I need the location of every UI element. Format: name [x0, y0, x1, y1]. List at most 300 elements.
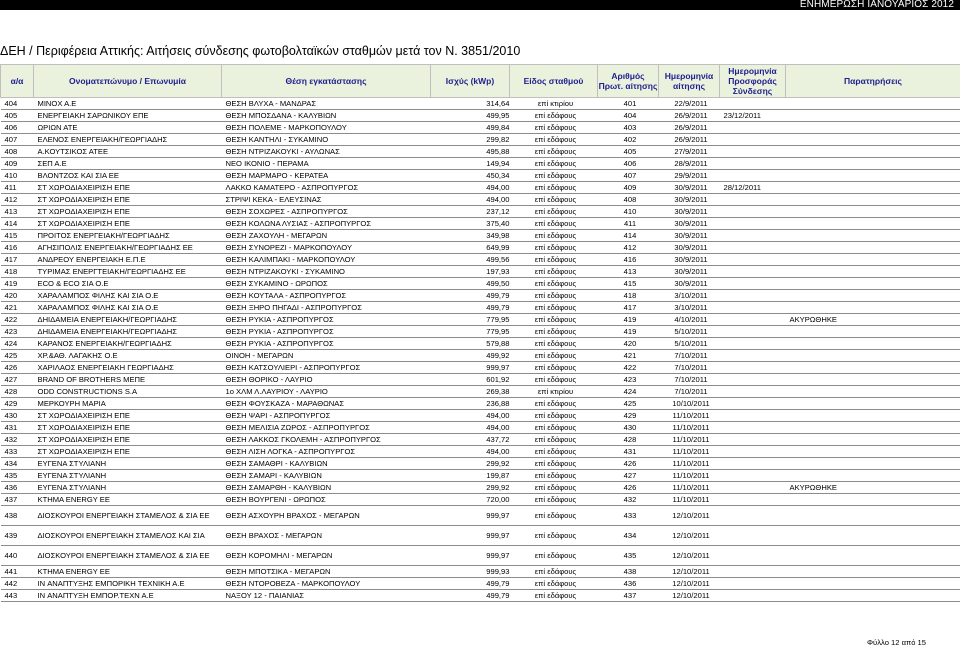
- cell-num: 416: [598, 254, 659, 266]
- cell-type: επί εδάφους: [510, 290, 598, 302]
- cell-aa: 437: [1, 494, 34, 506]
- cell-date: 30/9/2011: [659, 206, 720, 218]
- cell-note: [786, 110, 960, 122]
- cell-note: [786, 446, 960, 458]
- cell-date: 7/10/2011: [659, 374, 720, 386]
- cell-conn: [720, 326, 786, 338]
- cell-conn: [720, 314, 786, 326]
- cell-location: ΘΕΣΗ ΒΡΑΧΟΣ - ΜΕΓΑΡΩΝ: [222, 526, 431, 546]
- cell-aa: 411: [1, 182, 34, 194]
- cell-conn: [720, 290, 786, 302]
- cell-note: [786, 302, 960, 314]
- cell-num: 432: [598, 494, 659, 506]
- cell-aa: 414: [1, 218, 34, 230]
- cell-kw: 601,92: [431, 374, 510, 386]
- cell-note: [786, 122, 960, 134]
- cell-conn: [720, 506, 786, 526]
- cell-note: [786, 206, 960, 218]
- cell-aa: 405: [1, 110, 34, 122]
- cell-name: ΧΑΡΑΛΑΜΠΟΣ ΦΙΛΗΣ ΚΑΙ ΣΙΑ Ο.Ε: [34, 302, 222, 314]
- cell-type: επί εδάφους: [510, 578, 598, 590]
- page-title: ΔΕΗ / Περιφέρεια Αττικής: Αιτήσεις σύνδεσης φωτοβολταϊκών σταθμών μετά τον Ν. 3851/2010: [0, 44, 521, 58]
- cell-type: επί εδάφους: [510, 526, 598, 546]
- cell-name: ΠΡΟΙΤΟΣ ΕΝΕΡΓΕΙΑΚΗ/ΓΕΩΡΓΙΑΔΗΣ: [34, 230, 222, 242]
- table-row: [1, 182, 960, 194]
- cell-kw: 236,88: [431, 398, 510, 410]
- cell-aa: 421: [1, 302, 34, 314]
- cell-note: [786, 326, 960, 338]
- cell-type: επί εδάφους: [510, 314, 598, 326]
- cell-aa: 424: [1, 338, 34, 350]
- cell-aa: 427: [1, 374, 34, 386]
- cell-aa: 407: [1, 134, 34, 146]
- cell-conn: [720, 566, 786, 578]
- cell-conn: [720, 122, 786, 134]
- cell-conn: [720, 374, 786, 386]
- cell-num: 414: [598, 230, 659, 242]
- cell-date: 7/10/2011: [659, 362, 720, 374]
- table-row: [1, 110, 960, 122]
- cell-aa: 429: [1, 398, 34, 410]
- cell-location: ΘΕΣΗ ΒΟΥΡΓΕΝΙ - ΩΡΩΠΟΣ: [222, 494, 431, 506]
- cell-date: 26/9/2011: [659, 134, 720, 146]
- cell-location: ΘΕΣΗ ΘΟΡΙΚΟ - ΛΑΥΡΙΟ: [222, 374, 431, 386]
- cell-kw: 495,88: [431, 146, 510, 158]
- cell-name: ΕΥΓΕΝΑ ΣΤΥΛΙΑΝΗ: [34, 470, 222, 482]
- cell-num: 408: [598, 194, 659, 206]
- table-row: [1, 494, 960, 506]
- cell-type: επί εδάφους: [510, 302, 598, 314]
- cell-num: 424: [598, 386, 659, 398]
- cell-note: [786, 170, 960, 182]
- cell-aa: 440: [1, 546, 34, 566]
- cell-num: 419: [598, 314, 659, 326]
- cell-date: 26/9/2011: [659, 122, 720, 134]
- cell-aa: 442: [1, 578, 34, 590]
- cell-conn: [720, 194, 786, 206]
- cell-kw: 499,50: [431, 278, 510, 290]
- col-header-aa: α/α: [1, 65, 34, 98]
- cell-note: [786, 218, 960, 230]
- cell-name: IN ΑΝΑΠΤΥΞΗΣ ΕΜΠΟΡΙΚΗ ΤΕΧΝΙΚΗ Α.Ε: [34, 578, 222, 590]
- cell-kw: 437,72: [431, 434, 510, 446]
- cell-num: 428: [598, 434, 659, 446]
- cell-conn: [720, 398, 786, 410]
- cell-note: [786, 546, 960, 566]
- cell-conn: [720, 494, 786, 506]
- cell-type: επί εδάφους: [510, 146, 598, 158]
- cell-type: επί εδάφους: [510, 546, 598, 566]
- cell-num: 406: [598, 158, 659, 170]
- cell-num: 417: [598, 302, 659, 314]
- cell-num: 419: [598, 326, 659, 338]
- cell-note: [786, 134, 960, 146]
- cell-date: 26/9/2011: [659, 110, 720, 122]
- cell-date: 11/10/2011: [659, 446, 720, 458]
- table-row: [1, 590, 960, 602]
- cell-location: ΘΕΣΗ ΜΕΛΙΣΙΑ ΖΩΡΟΣ - ΑΣΠΡΟΠΥΡΓΟΣ: [222, 422, 431, 434]
- cell-location: ΘΕΣΗ ΚΟΛΩΝΑ ΛΥΣΙΑΣ - ΑΣΠΡΟΠΥΡΓΟΣ: [222, 218, 431, 230]
- cell-note: [786, 410, 960, 422]
- cell-location: ΛΑΚΚΟ ΚΑΜΑΤΕΡΟ - ΑΣΠΡΟΠΥΡΓΟΣ: [222, 182, 431, 194]
- table-row: [1, 266, 960, 278]
- cell-date: 4/10/2011: [659, 314, 720, 326]
- cell-name: ΧΑΡΑΛΑΜΠΟΣ ΦΙΛΗΣ ΚΑΙ ΣΙΑ Ο.Ε: [34, 290, 222, 302]
- cell-conn: [720, 590, 786, 602]
- cell-name: ΔΙΟΣΚΟΥΡΟΙ ΕΝΕΡΓΕΙΑΚΗ ΣΤΑΜΕΛΟΣ ΚΑΙ ΣΙΑ: [34, 526, 222, 546]
- cell-note: [786, 470, 960, 482]
- cell-name: ΣΤ ΧΩΡΟΔΙΑΧΕΙΡΙΣΗ ΕΠΕ: [34, 182, 222, 194]
- table-row: [1, 470, 960, 482]
- cell-conn: [720, 446, 786, 458]
- cell-date: 29/9/2011: [659, 170, 720, 182]
- table-row: [1, 338, 960, 350]
- cell-note: [786, 278, 960, 290]
- cell-date: 30/9/2011: [659, 218, 720, 230]
- cell-kw: 499,79: [431, 290, 510, 302]
- table-row: [1, 362, 960, 374]
- cell-kw: 999,97: [431, 546, 510, 566]
- cell-type: επί εδάφους: [510, 158, 598, 170]
- cell-name: ΔΙΟΣΚΟΥΡΟΙ ΕΝΕΡΓΕΙΑΚΗ ΣΤΑΜΕΛΟΣ & ΣΙΑ ΕΕ: [34, 546, 222, 566]
- cell-kw: 494,00: [431, 446, 510, 458]
- cell-aa: 416: [1, 242, 34, 254]
- col-header-name: Ονοματεπώνυμο / Επωνυμία: [34, 65, 222, 98]
- cell-type: επί εδάφους: [510, 590, 598, 602]
- cell-name: IN ΑΝΑΠΤΥΞΗ ΕΜΠΟΡ.ΤΕΧΝ Α.Ε: [34, 590, 222, 602]
- table-row: [1, 314, 960, 326]
- cell-conn: [720, 134, 786, 146]
- cell-location: ΘΕΣΗ ΦΟΥΣΚΑΖΑ - ΜΑΡΑΘΩΝΑΣ: [222, 398, 431, 410]
- cell-aa: 412: [1, 194, 34, 206]
- cell-note: ΑΚΥΡΩΘΗΚΕ: [786, 482, 960, 494]
- cell-conn: 28/12/2011: [720, 182, 786, 194]
- cell-aa: 409: [1, 158, 34, 170]
- cell-kw: 499,79: [431, 302, 510, 314]
- cell-name: ΜΕΡΚΟΥΡΗ ΜΑΡΙΑ: [34, 398, 222, 410]
- cell-aa: 413: [1, 206, 34, 218]
- cell-type: επί εδάφους: [510, 266, 598, 278]
- cell-note: [786, 350, 960, 362]
- cell-num: 418: [598, 290, 659, 302]
- cell-kw: 269,38: [431, 386, 510, 398]
- table-body: [1, 98, 960, 602]
- cell-conn: [720, 338, 786, 350]
- cell-name: ΣΕΠ Α.Ε: [34, 158, 222, 170]
- cell-aa: 431: [1, 422, 34, 434]
- cell-num: 405: [598, 146, 659, 158]
- cell-aa: 433: [1, 446, 34, 458]
- table-row: [1, 206, 960, 218]
- top-bar: [0, 0, 960, 10]
- applications-table: [0, 64, 960, 602]
- table-row: [1, 254, 960, 266]
- table-row: [1, 446, 960, 458]
- cell-num: 409: [598, 182, 659, 194]
- cell-kw: 499,79: [431, 578, 510, 590]
- cell-conn: [720, 458, 786, 470]
- table-header-row: [1, 65, 960, 98]
- cell-num: 411: [598, 218, 659, 230]
- table-row: [1, 578, 960, 590]
- cell-aa: 425: [1, 350, 34, 362]
- cell-note: [786, 242, 960, 254]
- cell-date: 30/9/2011: [659, 230, 720, 242]
- update-label: ΕΝΗΜΕΡΩΣΗ ΙΑΝΟΥΑΡΙΟΣ 2012: [799, 0, 954, 10]
- cell-aa: 434: [1, 458, 34, 470]
- cell-name: ECO & ECO ΣΙΑ Ο.Ε: [34, 278, 222, 290]
- cell-location: ΘΕΣΗ ΛΑΚΚΟΣ ΓΚΟΛΕΜΗ - ΑΣΠΡΟΠΥΡΓΟΣ: [222, 434, 431, 446]
- table-row: [1, 458, 960, 470]
- col-header-conn: Ημερομηνία Προσφοράς Σύνδεσης: [720, 65, 786, 98]
- cell-date: 11/10/2011: [659, 422, 720, 434]
- cell-aa: 420: [1, 290, 34, 302]
- cell-location: ΘΕΣΗ ΞΗΡΟ ΠΗΓΑΔΙ - ΑΣΠΡΟΠΥΡΓΟΣ: [222, 302, 431, 314]
- table-row: [1, 422, 960, 434]
- cell-kw: 649,99: [431, 242, 510, 254]
- cell-date: 27/9/2011: [659, 146, 720, 158]
- cell-location: ΣΤΡΙΨΙ ΚΕΚΑ - ΕΛΕΥΣΙΝΑΣ: [222, 194, 431, 206]
- cell-kw: 494,00: [431, 182, 510, 194]
- cell-date: 30/9/2011: [659, 242, 720, 254]
- cell-aa: 415: [1, 230, 34, 242]
- cell-type: επί εδάφους: [510, 134, 598, 146]
- table-row: [1, 242, 960, 254]
- cell-conn: [720, 230, 786, 242]
- cell-num: 438: [598, 566, 659, 578]
- cell-note: [786, 194, 960, 206]
- cell-aa: 408: [1, 146, 34, 158]
- cell-type: επί εδάφους: [510, 434, 598, 446]
- cell-type: επί εδάφους: [510, 110, 598, 122]
- cell-num: 421: [598, 350, 659, 362]
- cell-date: 30/9/2011: [659, 182, 720, 194]
- cell-conn: [720, 578, 786, 590]
- table-row: [1, 526, 960, 546]
- cell-location: ΘΕΣΗ ΡΥΚΙΑ - ΑΣΠΡΟΠΥΡΓΟΣ: [222, 326, 431, 338]
- cell-type: επί εδάφους: [510, 338, 598, 350]
- cell-date: 30/9/2011: [659, 194, 720, 206]
- cell-note: [786, 526, 960, 546]
- cell-num: 413: [598, 266, 659, 278]
- cell-location: ΘΕΣΗ ΣΟΧΩΡΕΣ - ΑΣΠΡΟΠΥΡΓΟΣ: [222, 206, 431, 218]
- cell-num: 435: [598, 546, 659, 566]
- cell-location: ΘΕΣΗ ΨΑΡΙ - ΑΣΠΡΟΠΥΡΓΟΣ: [222, 410, 431, 422]
- cell-location: ΘΕΣΗ ΑΣΧΟΥΡΗ ΒΡΑΧΟΣ - ΜΕΓΑΡΩΝ: [222, 506, 431, 526]
- cell-note: [786, 182, 960, 194]
- cell-name: ΑΝΔΡΕΟΥ ΕΝΕΡΓΕΙΑΚΗ Ε.Π.Ε: [34, 254, 222, 266]
- col-header-note: Παρατηρήσεις: [786, 65, 960, 98]
- cell-conn: [720, 386, 786, 398]
- col-header-location: Θέση εγκατάστασης: [222, 65, 431, 98]
- cell-num: 426: [598, 458, 659, 470]
- cell-kw: 299,82: [431, 134, 510, 146]
- cell-kw: 779,95: [431, 314, 510, 326]
- cell-kw: 999,97: [431, 506, 510, 526]
- cell-kw: 375,40: [431, 218, 510, 230]
- cell-num: 412: [598, 242, 659, 254]
- cell-kw: 999,93: [431, 566, 510, 578]
- cell-type: επί εδάφους: [510, 422, 598, 434]
- cell-location: ΘΕΣΗ ΣΑΜΑΡΘΗ - ΚΑΛΥΒΙΩΝ: [222, 482, 431, 494]
- cell-date: 5/10/2011: [659, 326, 720, 338]
- cell-kw: 314,64: [431, 98, 510, 110]
- cell-name: ΣΤ ΧΩΡΟΔΙΑΧΕΙΡΙΣΗ ΕΠΕ: [34, 434, 222, 446]
- cell-aa: 443: [1, 590, 34, 602]
- cell-type: επί εδάφους: [510, 410, 598, 422]
- cell-type: επί εδάφους: [510, 194, 598, 206]
- cell-conn: [720, 482, 786, 494]
- cell-date: 11/10/2011: [659, 470, 720, 482]
- table-row: [1, 218, 960, 230]
- table-row: [1, 482, 960, 494]
- cell-name: BRAND OF BROTHERS ΜΕΠΕ: [34, 374, 222, 386]
- cell-conn: [720, 278, 786, 290]
- cell-type: επί εδάφους: [510, 350, 598, 362]
- table-row: [1, 134, 960, 146]
- table-row: [1, 434, 960, 446]
- cell-type: επί εδάφους: [510, 374, 598, 386]
- cell-kw: 579,88: [431, 338, 510, 350]
- table-row: [1, 290, 960, 302]
- cell-conn: [720, 302, 786, 314]
- table-row: [1, 350, 960, 362]
- cell-name: ΚΤΗΜΑ ENERGY ΕΕ: [34, 494, 222, 506]
- cell-aa: 422: [1, 314, 34, 326]
- cell-type: επί εδάφους: [510, 470, 598, 482]
- cell-conn: [720, 350, 786, 362]
- col-header-type: Είδος σταθμού: [510, 65, 598, 98]
- cell-conn: [720, 410, 786, 422]
- cell-kw: 499,79: [431, 590, 510, 602]
- table-row: [1, 158, 960, 170]
- cell-kw: 494,00: [431, 194, 510, 206]
- cell-note: [786, 422, 960, 434]
- cell-aa: 428: [1, 386, 34, 398]
- cell-kw: 999,97: [431, 526, 510, 546]
- cell-name: ΔΗΙΔΑΜΕΙΑ ΕΝΕΡΓΕΙΑΚΗ/ΓΕΩΡΓΙΑΔΗΣ: [34, 326, 222, 338]
- cell-aa: 436: [1, 482, 34, 494]
- cell-location: ΘΕΣΗ ΜΠΟΤΣΙΚΑ - ΜΕΓΑΡΩΝ: [222, 566, 431, 578]
- cell-location: ΘΕΣΗ ΣΥΝΟΡΕΖΙ - ΜΑΡΚΟΠΟΥΛΟΥ: [222, 242, 431, 254]
- cell-date: 12/10/2011: [659, 566, 720, 578]
- cell-type: επί εδάφους: [510, 242, 598, 254]
- cell-note: [786, 290, 960, 302]
- cell-aa: 439: [1, 526, 34, 546]
- table-row: [1, 278, 960, 290]
- cell-num: 403: [598, 122, 659, 134]
- cell-date: 30/9/2011: [659, 278, 720, 290]
- cell-type: επί εδάφους: [510, 182, 598, 194]
- cell-note: [786, 566, 960, 578]
- cell-location: ΝΑΞΟΥ 12 - ΠΑΙΑΝΙΑΣ: [222, 590, 431, 602]
- cell-date: 11/10/2011: [659, 410, 720, 422]
- cell-location: ΘΕΣΗ ΚΑΛΙΜΠΑΚΙ - ΜΑΡΚΟΠΟΥΛΟΥ: [222, 254, 431, 266]
- cell-location: ΘΕΣΗ ΣΑΜΑΘΡΙ - ΚΑΛΥΒΙΩΝ: [222, 458, 431, 470]
- table-row: [1, 170, 960, 182]
- cell-type: επί εδάφους: [510, 446, 598, 458]
- cell-note: [786, 578, 960, 590]
- cell-type: επί εδάφους: [510, 458, 598, 470]
- cell-kw: 999,97: [431, 362, 510, 374]
- cell-aa: 406: [1, 122, 34, 134]
- cell-conn: [720, 362, 786, 374]
- cell-conn: [720, 170, 786, 182]
- cell-aa: 418: [1, 266, 34, 278]
- cell-note: [786, 590, 960, 602]
- cell-conn: [720, 422, 786, 434]
- cell-conn: [720, 146, 786, 158]
- cell-name: ΕΝΕΡΓΕΙΑΚΗ ΣΑΡΩΝΙΚΟΥ ΕΠΕ: [34, 110, 222, 122]
- cell-type: επί εδάφους: [510, 398, 598, 410]
- cell-kw: 149,94: [431, 158, 510, 170]
- cell-name: ΕΛΕΝΟΣ ΕΝΕΡΓΕΙΑΚΗ/ΓΕΩΡΓΙΑΔΗΣ: [34, 134, 222, 146]
- cell-date: 11/10/2011: [659, 434, 720, 446]
- cell-kw: 499,92: [431, 350, 510, 362]
- cell-kw: 499,56: [431, 254, 510, 266]
- cell-note: [786, 98, 960, 110]
- cell-num: 431: [598, 446, 659, 458]
- cell-type: επί εδάφους: [510, 122, 598, 134]
- cell-conn: [720, 266, 786, 278]
- cell-location: ΘΕΣΗ ΒΛΥΧΑ - ΜΑΝΔΡΑΣ: [222, 98, 431, 110]
- cell-date: 11/10/2011: [659, 494, 720, 506]
- cell-note: [786, 386, 960, 398]
- cell-date: 11/10/2011: [659, 458, 720, 470]
- table-row: [1, 386, 960, 398]
- cell-name: ΔΗΙΔΑΜΕΙΑ ΕΝΕΡΓΕΙΑΚΗ/ΓΕΩΡΓΙΑΔΗΣ: [34, 314, 222, 326]
- cell-date: 3/10/2011: [659, 290, 720, 302]
- cell-num: 404: [598, 110, 659, 122]
- cell-name: ΤΥΡΙΜΑΣ ΕΝΕΡΓΤΕΙΑΚΗ/ΓΕΩΡΓΙΑΔΗΣ ΕΕ: [34, 266, 222, 278]
- cell-type: επί εδάφους: [510, 566, 598, 578]
- cell-date: 3/10/2011: [659, 302, 720, 314]
- cell-aa: 419: [1, 278, 34, 290]
- cell-location: ΘΕΣΗ ΡΥΚΙΑ - ΑΣΠΡΟΠΥΡΓΟΣ: [222, 314, 431, 326]
- table-row: [1, 194, 960, 206]
- cell-aa: 423: [1, 326, 34, 338]
- cell-note: [786, 506, 960, 526]
- cell-kw: 720,00: [431, 494, 510, 506]
- cell-type: επί εδάφους: [510, 254, 598, 266]
- cell-date: 30/9/2011: [659, 266, 720, 278]
- cell-type: επί εδάφους: [510, 230, 598, 242]
- col-header-kw: Ισχύς (kWp): [431, 65, 510, 98]
- cell-location: ΘΕΣΗ ΚΑΤΣΟΥΛΙΕΡΙ - ΑΣΠΡΟΠΥΡΓΟΣ: [222, 362, 431, 374]
- cell-type: επί εδάφους: [510, 218, 598, 230]
- cell-aa: 417: [1, 254, 34, 266]
- cell-num: 407: [598, 170, 659, 182]
- cell-kw: 199,87: [431, 470, 510, 482]
- cell-date: 7/10/2011: [659, 350, 720, 362]
- cell-date: 5/10/2011: [659, 338, 720, 350]
- cell-num: 420: [598, 338, 659, 350]
- table-row: [1, 546, 960, 566]
- table-row: [1, 98, 960, 110]
- table-row: [1, 230, 960, 242]
- cell-location: ΘΕΣΗ ΣΑΜΑΡΙ - ΚΑΛΥΒΙΩΝ: [222, 470, 431, 482]
- cell-conn: [720, 254, 786, 266]
- cell-conn: [720, 158, 786, 170]
- cell-name: ΧΡ.&ΑΘ. ΛΑΓΑΚΗΣ Ο.Ε: [34, 350, 222, 362]
- table-row: [1, 566, 960, 578]
- cell-type: επί εδάφους: [510, 494, 598, 506]
- cell-aa: 438: [1, 506, 34, 526]
- cell-note: [786, 146, 960, 158]
- cell-type: επί εδάφους: [510, 482, 598, 494]
- cell-kw: 494,00: [431, 422, 510, 434]
- cell-num: 429: [598, 410, 659, 422]
